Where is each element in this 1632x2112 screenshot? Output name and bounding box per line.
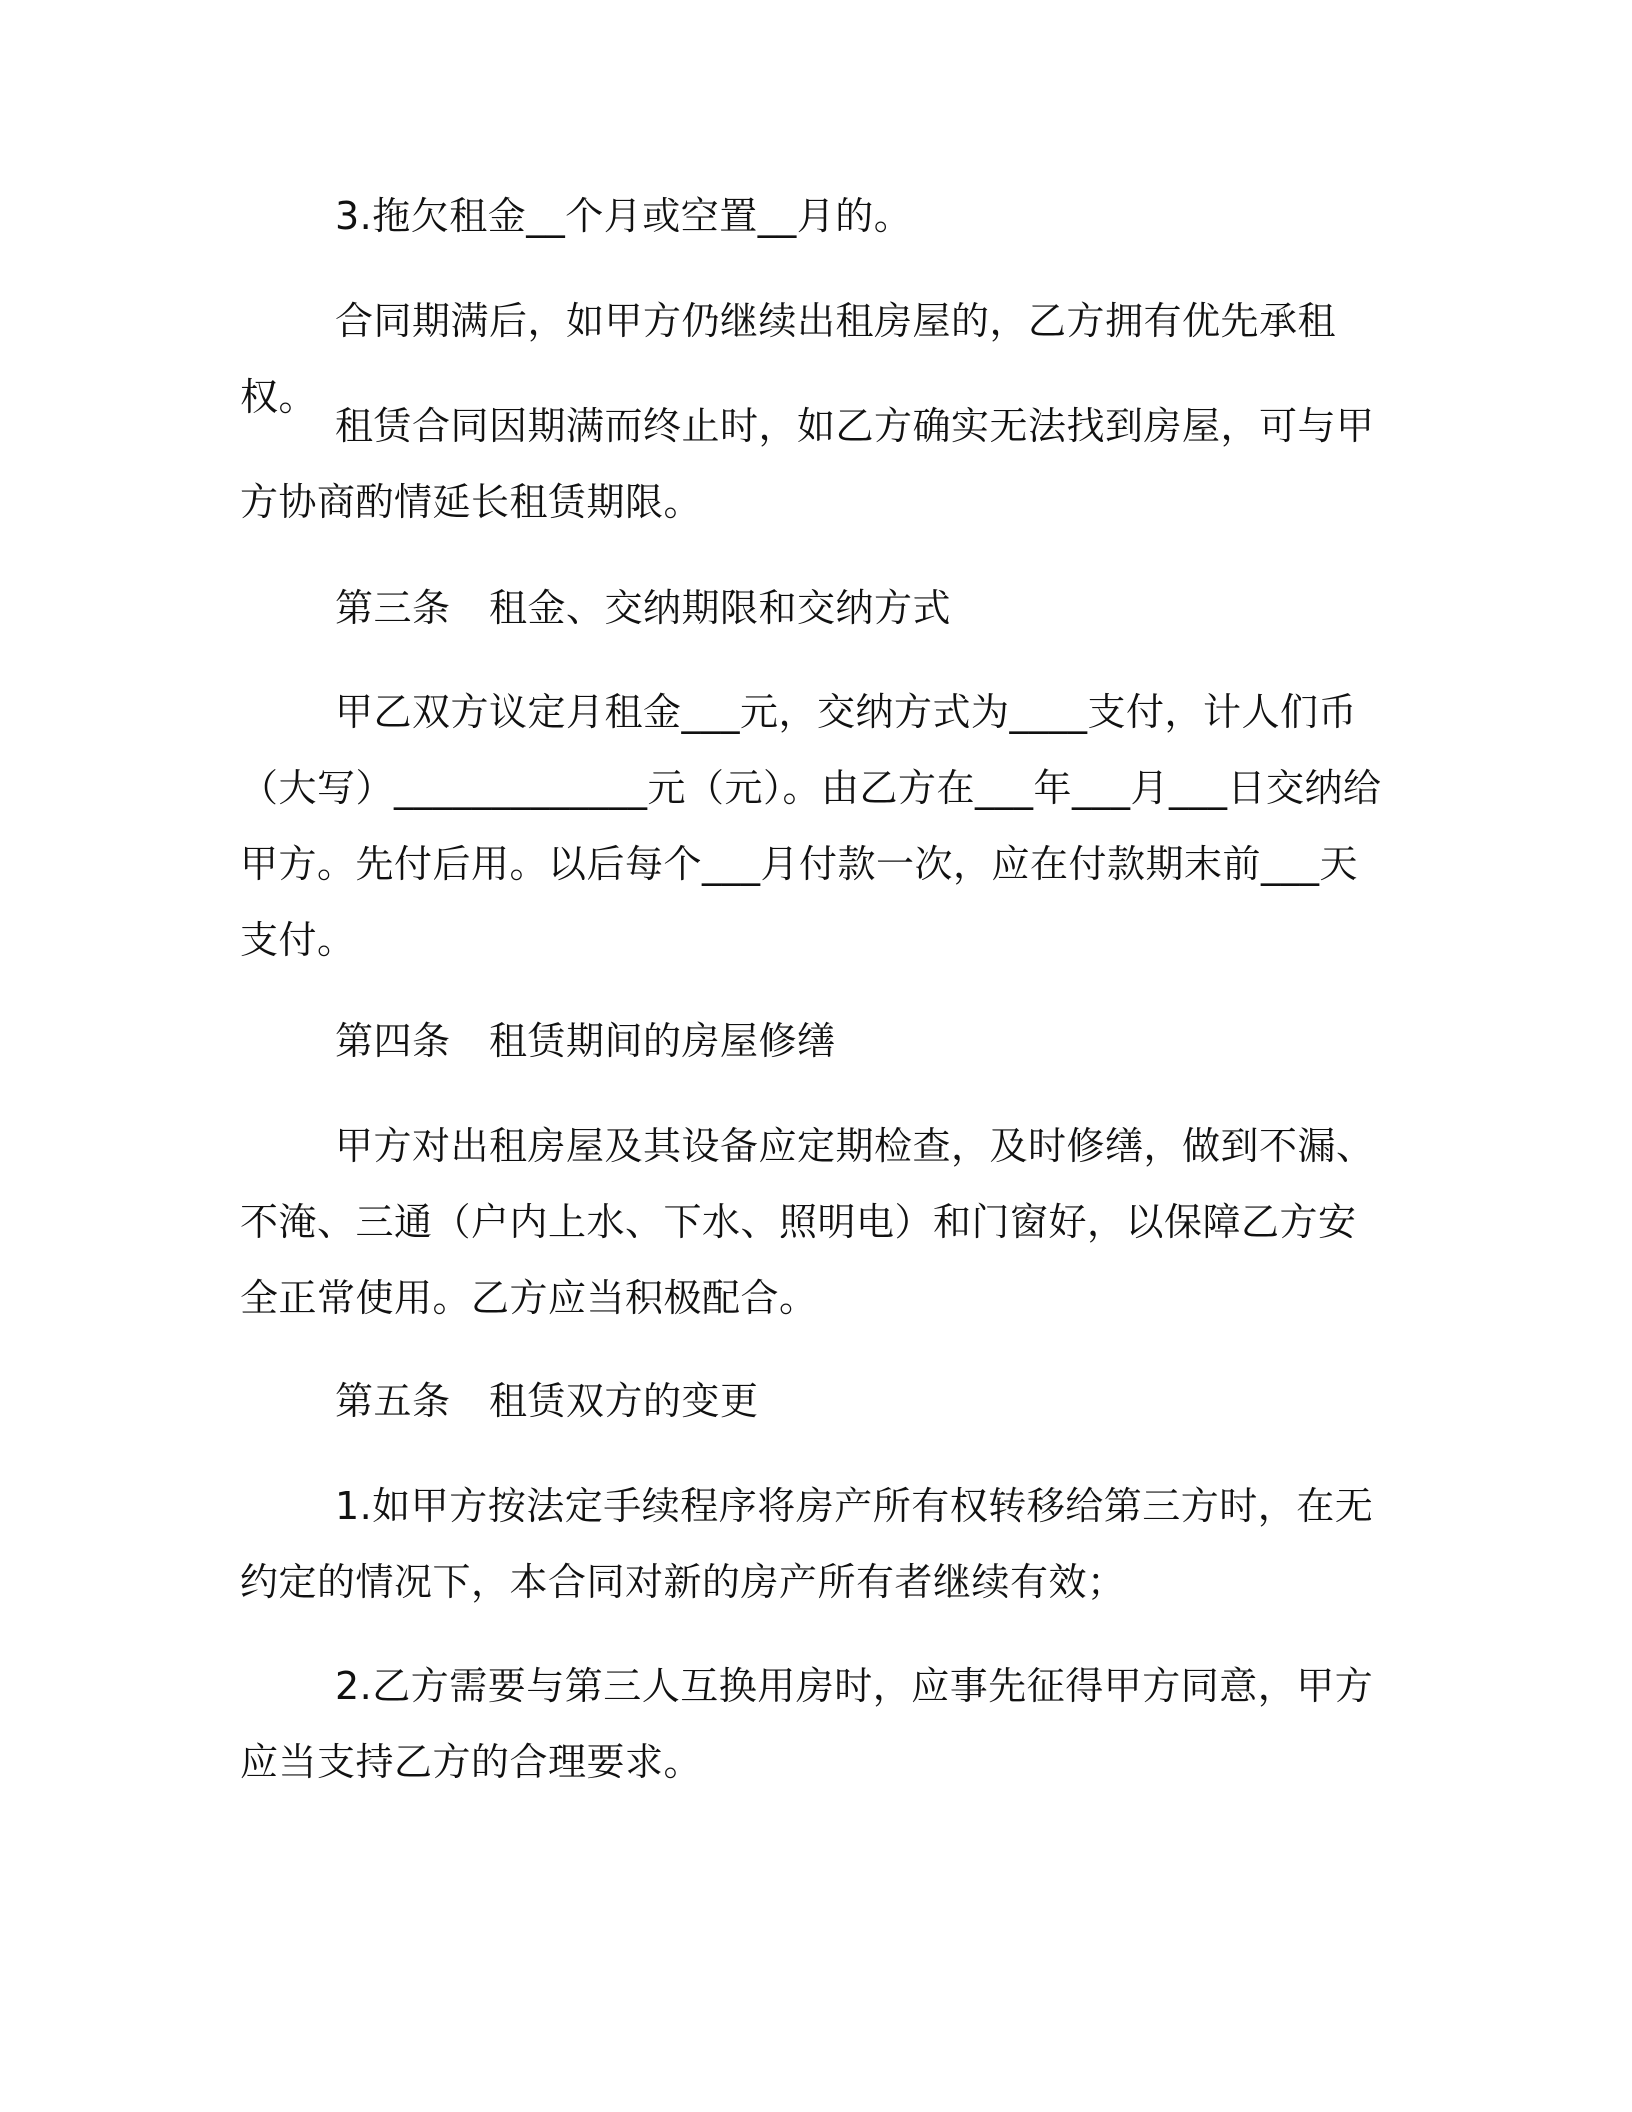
paragraph-arrears-clause: 3.拖欠租金__个月或空置__月的。 — [335, 194, 913, 238]
heading-article-3: 第三条 租金、交纳期限和交纳方式 — [335, 586, 952, 630]
paragraph-lease-extension: 租赁合同因期满而终止时，如乙方确实无法找到房屋，可与甲方协商酌情延长租赁期限。 — [240, 404, 1375, 524]
heading-article-4: 第四条 租赁期间的房屋修缮 — [335, 1019, 836, 1063]
paragraph-rent-payment: 甲乙双方议定月租金___元，交纳方式为____支付，计人们币（大写）_____________元（元）。由乙方在___年___月___日交纳给甲方。先付后用。以后每个___月付款一次，应在付款期末前___天支付。 — [240, 690, 1382, 962]
paragraph-ownership-transfer: 1.如甲方按法定手续程序将房产所有权转移给第三方时，在无约定的情况下，本合同对新的房产所有者继续有效； — [240, 1484, 1374, 1604]
paragraph-housing-exchange: 2.乙方需要与第三人互换用房时，应事先征得甲方同意，甲方应当支持乙方的合理要求。 — [240, 1664, 1374, 1784]
paragraph-priority-renewal: 合同期满后，如甲方仍继续出租房屋的，乙方拥有优先承租权。 — [240, 299, 1337, 419]
heading-article-5: 第五条 租赁双方的变更 — [335, 1379, 759, 1423]
paragraph-repairs: 甲方对出租房屋及其设备应定期检查，及时修缮，做到不漏、不淹、三通（户内上水、下水、照明电）和门窗好，以保障乙方安全正常使用。乙方应当积极配合。 — [240, 1124, 1375, 1320]
